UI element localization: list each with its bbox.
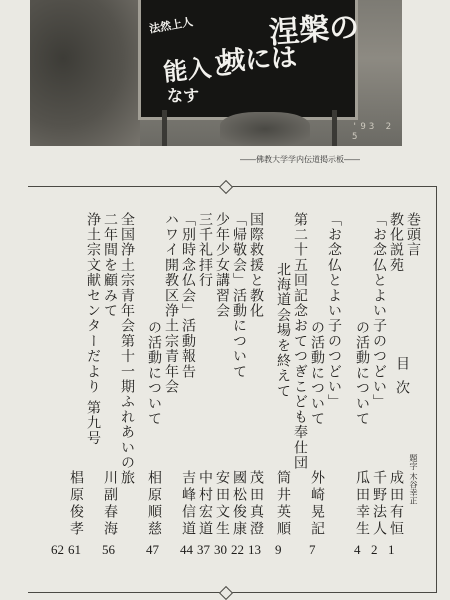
toc-entry-page: 22 — [231, 542, 244, 557]
board-line: 涅槃の — [268, 9, 361, 52]
toc-entry-author: 成田有恒 — [388, 470, 404, 538]
toc-entry-title: 巻頭言 — [405, 212, 421, 258]
toc-entry-author: 國松俊康 — [231, 470, 247, 538]
board-line: 能入と — [161, 50, 237, 87]
toc-entry-title: 二年間を顧みて — [102, 212, 118, 319]
toc-entry-page: 1 — [388, 542, 395, 557]
toc-entry-author: 題字 木谷幸正 — [409, 454, 418, 505]
toc-entry-title: の活動について — [309, 320, 325, 427]
toc-entry-title: 浄土宗文献センターだより 第九号 — [85, 212, 101, 446]
toc-entry-author: 吉峰信道 — [180, 470, 196, 538]
toc-entry-page: 9 — [275, 542, 282, 557]
toc-entry-title: 三千礼拝行 — [197, 212, 213, 288]
board-line: なす — [167, 86, 200, 105]
toc-heading: 目次 — [394, 356, 410, 404]
photo-date-stamp: '93 2 5 — [352, 122, 395, 142]
notice-board-photo — [30, 0, 402, 146]
toc-entry-title: 少年少女講習会 — [214, 212, 230, 319]
frame-ornament — [219, 180, 233, 194]
toc-entry-author: 千野法人 — [371, 470, 387, 538]
tree-foliage — [30, 0, 140, 146]
toc-entry-title: の活動について — [146, 320, 162, 427]
board-line: 法然上人 — [148, 15, 194, 36]
toc-entry-author: 茂田真澄 — [248, 470, 264, 538]
toc-entry-page: 2 — [371, 542, 378, 557]
toc-entry-title: 国際救援と教化 — [248, 212, 264, 319]
toc-entry-author: 相原順慈 — [146, 470, 162, 538]
toc-entry-author: 瓜田幸生 — [354, 470, 370, 538]
toc-entry-title: の活動について — [354, 320, 370, 427]
frame-ornament — [219, 586, 233, 600]
toc-entry-page: 30 — [214, 542, 227, 557]
toc-entry-title: 第二十五回記念おてつぎこども奉仕団 — [292, 212, 308, 471]
toc-entry-page: 37 — [197, 542, 210, 557]
toc-entry-author: 安田文生 — [214, 470, 230, 538]
toc-entry-page: 13 — [248, 542, 261, 557]
toc-entry-page: 44 — [180, 542, 193, 557]
toc-entry-page: 4 — [354, 542, 361, 557]
toc-entry-author: 椙原俊孝 — [68, 470, 84, 538]
toc-entry-page: 61 — [68, 542, 81, 557]
toc-entry-page: 47 — [146, 542, 159, 557]
toc-entry-author: 川副春海 — [102, 470, 118, 538]
notice-board — [138, 0, 361, 120]
toc-entry-author: 外崎晃記 — [309, 470, 325, 538]
toc-entry-title: 教化説苑 — [388, 212, 404, 273]
toc-entry-title: 「お念仏とよい子のつどい」 — [371, 212, 387, 410]
board-line: 城には — [218, 42, 298, 78]
toc-entry-page: 56 — [102, 542, 115, 557]
toc-entry-author: 筒井英順 — [275, 470, 291, 538]
toc-entry-page: 7 — [309, 542, 316, 557]
photo-caption: ――佛教大学学内伝道掲示板―― — [240, 155, 360, 164]
frame-right-line — [436, 186, 437, 593]
toc-entry-title: 「帰敬会」活動について — [231, 212, 247, 380]
toc-entry-title: ハワイ開教区浄土宗青年会 — [163, 212, 179, 395]
shrub — [220, 112, 310, 146]
board-post-right — [332, 110, 337, 146]
toc-entry-title: 「お念仏とよい子のつどい」 — [326, 212, 342, 410]
toc-entry-title: 全国浄土宗青年会第十一期ふれあいの旅 — [119, 212, 135, 486]
toc-entry-page: 62 — [51, 542, 64, 557]
toc-entry-title: 北海道会場を終えて — [275, 262, 291, 399]
toc-entry-author: 中村宏道 — [197, 470, 213, 538]
board-post-left — [162, 110, 167, 146]
toc-entry-title: 「別時念仏会」活動報告 — [180, 212, 196, 380]
